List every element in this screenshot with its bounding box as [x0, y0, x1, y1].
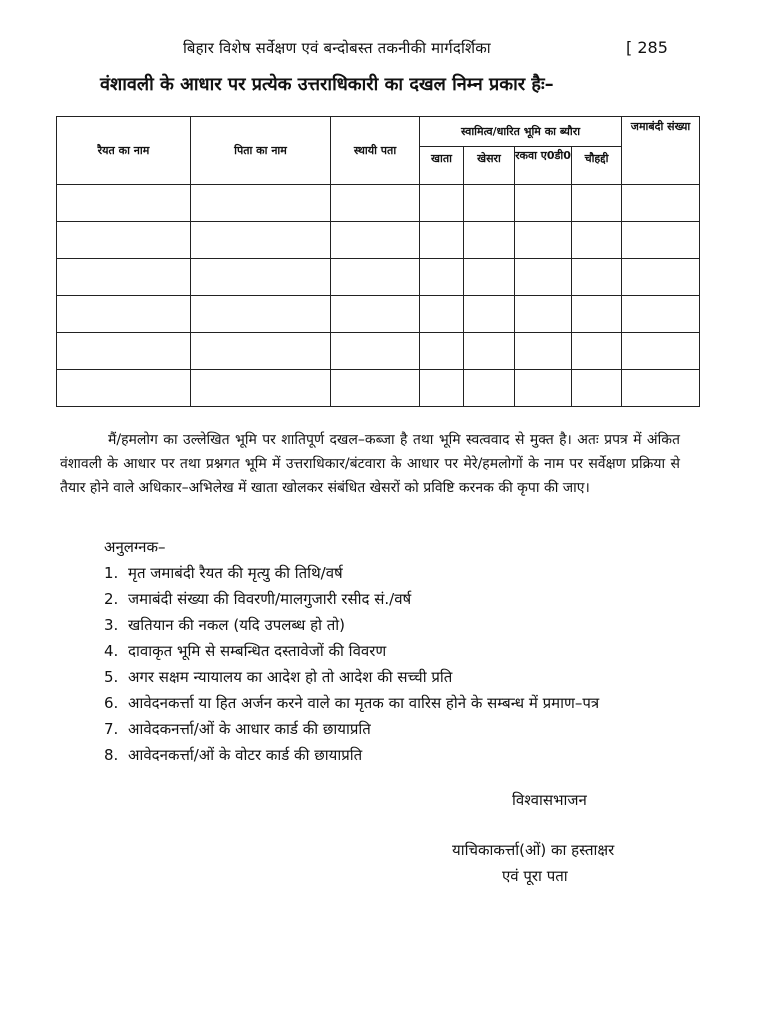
header-title: बिहार विशेष सर्वेक्षण एवं बन्दोबस्त तकनीकी मार्गदर्शिका: [183, 39, 491, 57]
col-father-name: पिता का नाम: [191, 117, 331, 185]
col-address: स्थायी पता: [331, 117, 420, 185]
table-row: [57, 185, 700, 222]
table-row: [57, 296, 700, 333]
annexure-list: [104, 560, 704, 768]
list-item: 7. आवेदकनर्त्ता/ओं के आधार कार्ड की छायाप्रति: [104, 720, 371, 738]
col-khata: खाता: [420, 147, 464, 185]
list-item: 8. आवेदनकर्त्ता/ओं के वोटर कार्ड की छायाप्रति: [104, 746, 363, 764]
request-paragraph-text: मैं/हमलोग का उल्लेखित भूमि पर शातिपूर्ण दखल–कब्जा है तथा भूमि स्वत्ववाद से मुक्त है। अतः प्रपत्र में अंकित वंशावली के आधार पर तथा प्रश्नगत भूमि में उत्तराधिकार/बंटवारा के आधार पर मेरे/हमलोगों के नाम पर सर्वेक्षण प्रक्रिया से तैयार होने वाले अधिकार–अभिलेख में खाता खोलकर संबंधित खेसरों को प्रविष्टि करनक की कृपा की जाए।: [60, 432, 680, 496]
page-number: [ 285: [626, 38, 668, 57]
col-group-land: स्वामित्व/धारित भूमि का ब्यौरा: [420, 117, 622, 147]
succession-table: [56, 116, 700, 407]
table-row: [57, 222, 700, 259]
table-row: [57, 333, 700, 370]
col-khesra: खेसरा: [464, 147, 515, 185]
request-paragraph: [60, 428, 680, 500]
closing-salutation: विश्वासभाजन: [512, 791, 587, 809]
annexure-title: अनुलग्नक–: [104, 538, 166, 556]
list-item: 2. जमाबंदी संख्या की विवरणी/मालगुजारी रसीद सं./वर्ष: [104, 590, 412, 608]
col-chauhaddi: चौहद्दी: [572, 147, 622, 185]
list-item: 4. दावाकृत भूमि से सम्बन्धित दस्तावेजों की विवरण: [104, 642, 387, 660]
page-heading: वंशावली के आधार पर प्रत्येक उत्तराधिकारी का दखल निम्न प्रकार हैः–: [100, 74, 554, 95]
list-item: 6. आवेदनकर्त्ता या हित अर्जन करने वाले का मृतक का वारिस होने के सम्बन्ध में प्रमाण–पत्र: [104, 694, 600, 712]
col-raiyat-name: रैयत का नाम: [57, 117, 191, 185]
col-rakwa: रकवा ए0डी0: [515, 147, 572, 185]
signature-label: याचिकाकर्त्ता(ओं) का हस्ताक्षर: [452, 841, 615, 859]
list-item: 3. खतियान की नकल (यदि उपलब्ध हो तो): [104, 616, 346, 634]
table-row: [57, 370, 700, 407]
address-label: एवं पूरा पता: [502, 867, 568, 885]
list-item: 5. अगर सक्षम न्यायालय का आदेश हो तो आदेश की सच्ची प्रति: [104, 668, 453, 686]
table-row: [57, 259, 700, 296]
list-item: 1. मृत जमाबंदी रैयत की मृत्यु की तिथि/वर्ष: [104, 564, 343, 582]
col-jamabandi: जमाबंदी संख्या: [622, 117, 700, 185]
